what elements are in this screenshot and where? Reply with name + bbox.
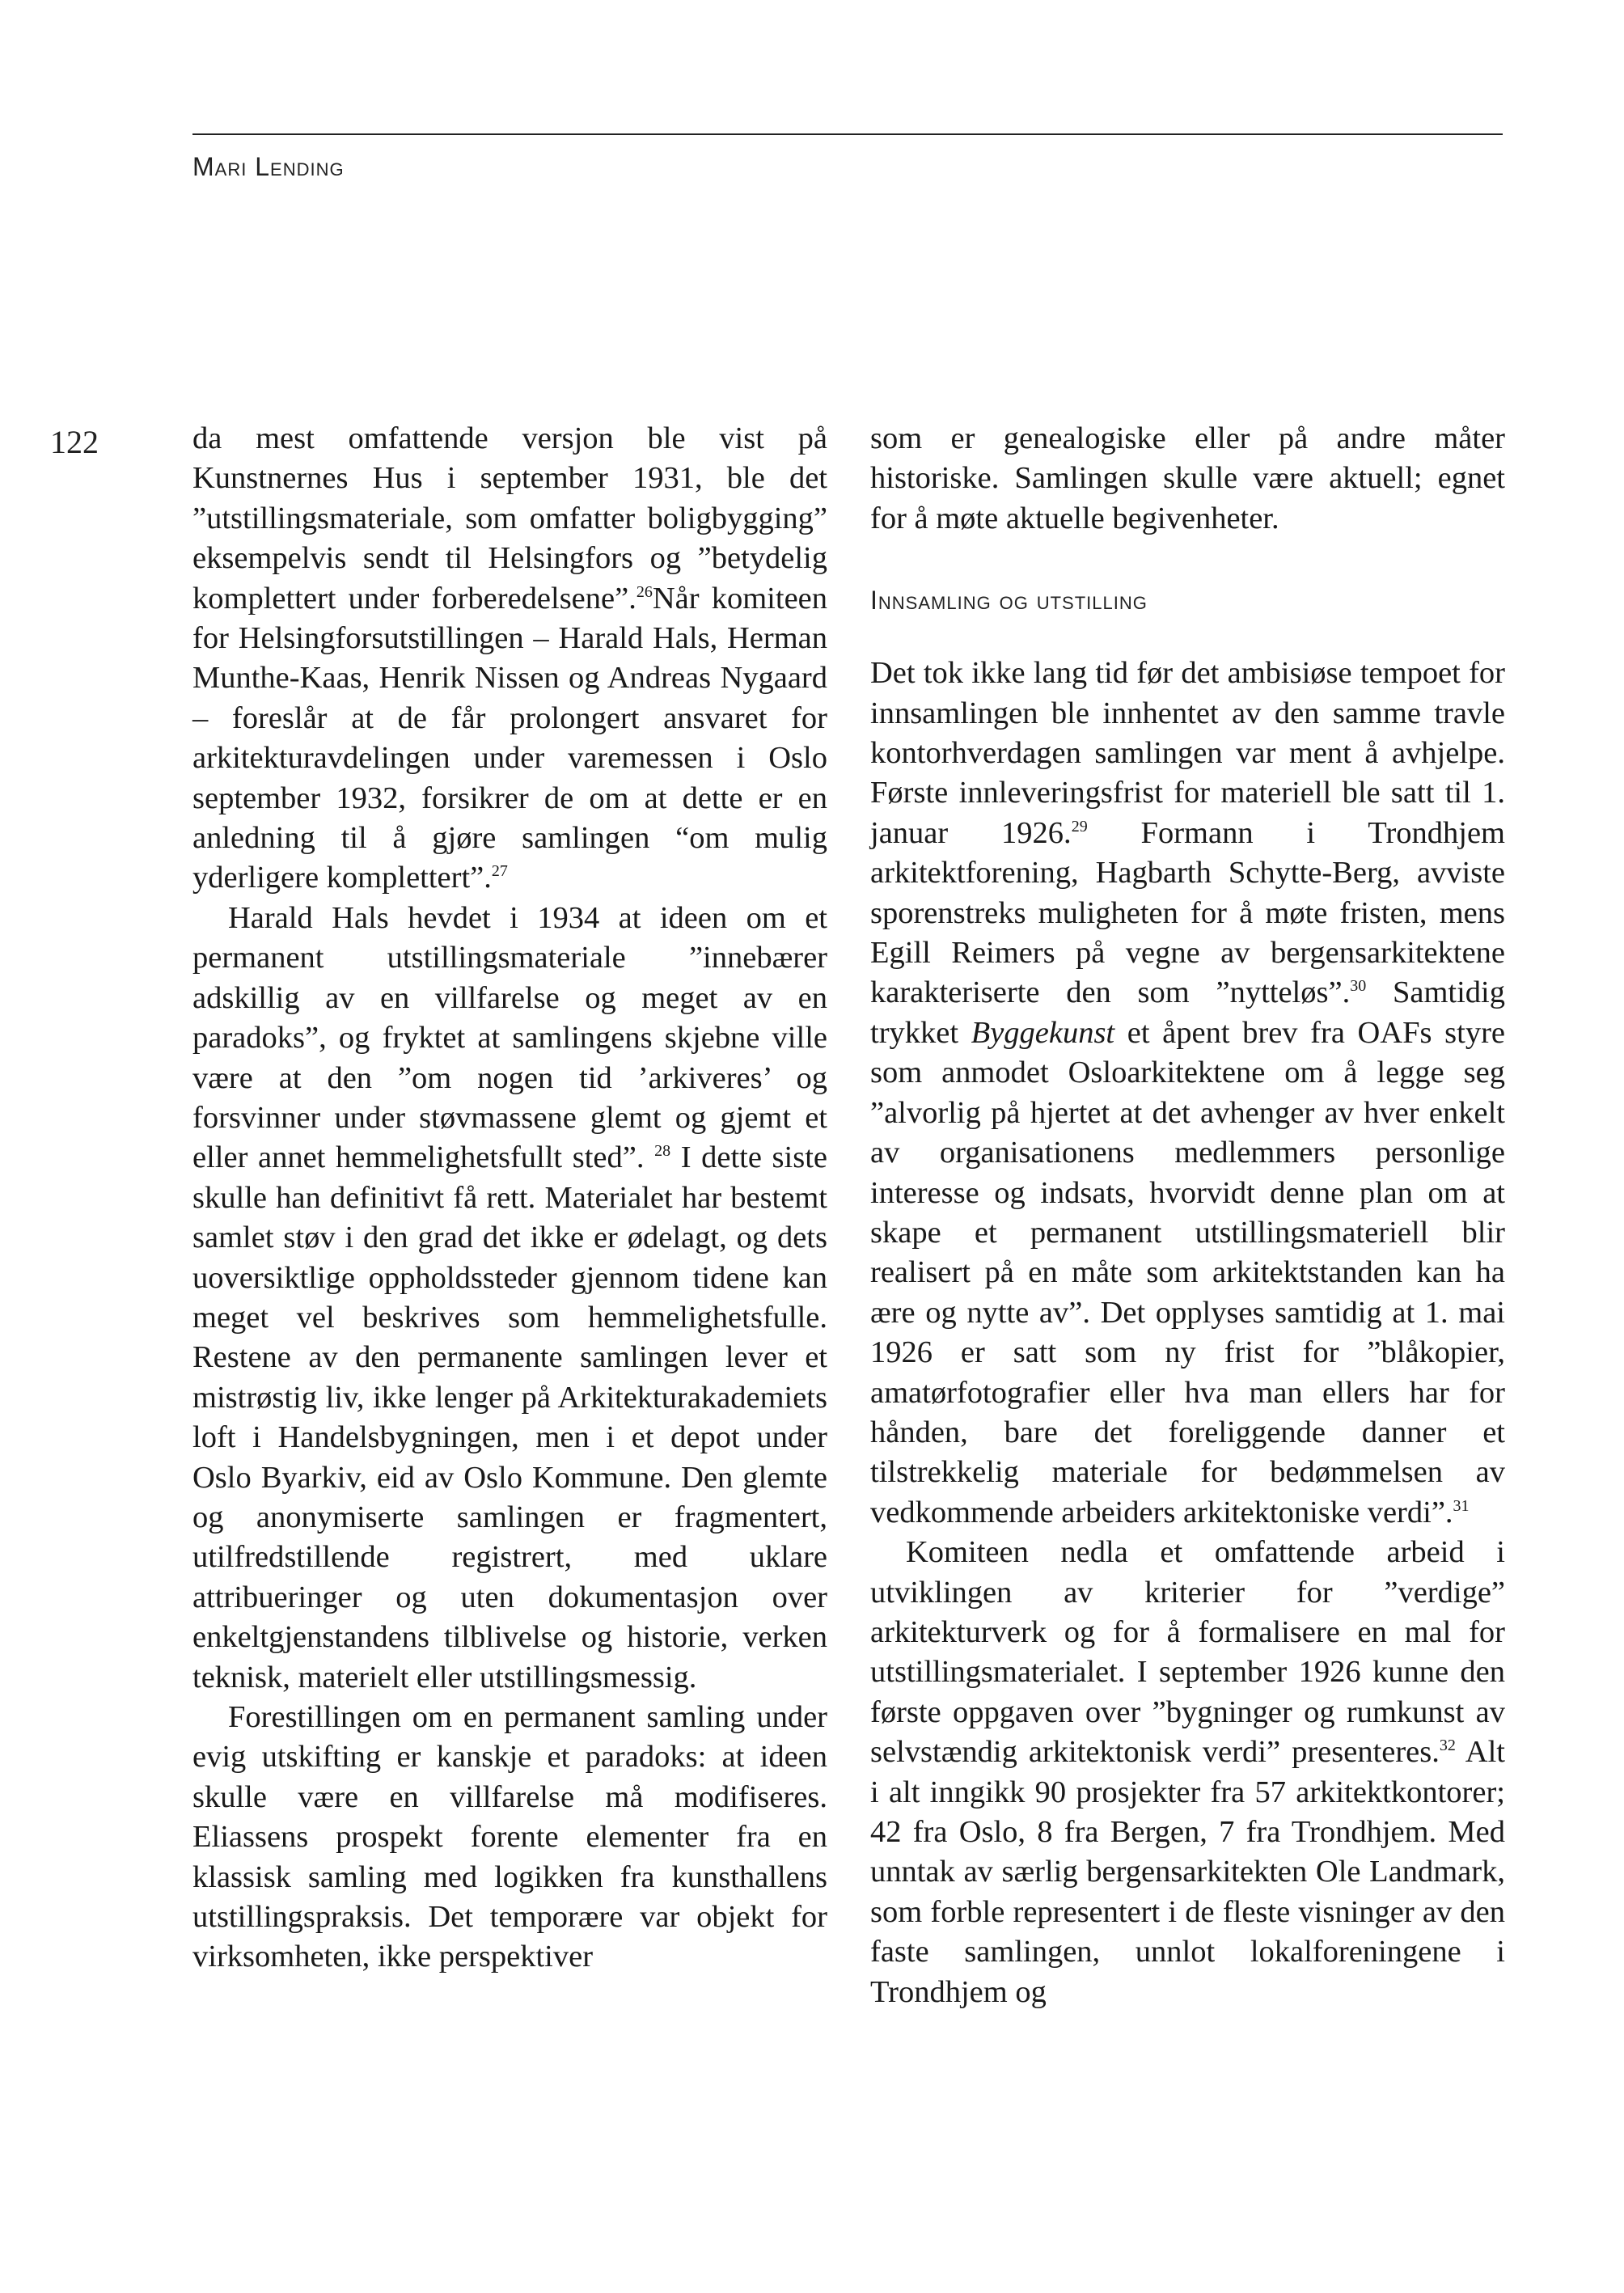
paragraph bbox=[192, 899, 827, 1698]
paragraph bbox=[192, 419, 827, 899]
header-rule bbox=[192, 133, 1503, 135]
paragraph-text: Samtidig trykket bbox=[870, 975, 1505, 1050]
paragraph: Forestillingen om en permanent samling under evig utskifting er kanskje et paradoks: at ideen skulle være en villfarelse må modifiseres. Eliassens prospekt forente elementer fra en klassisk samling med logikken fra kunsthallens utstillingspraksis. Det temporære var objekt for virksomheten, ikke perspektiver bbox=[192, 1700, 827, 1974]
footnote-ref: 31 bbox=[1453, 1496, 1470, 1515]
paragraph-text: Harald Hals hevdet i 1934 at ideen om et permanent utstillingsmateriale ”innebærer adskillig av en villfarelse og meget av en paradoks”, og fryktet at samlingens skjebne ville være at den ”om nogen tid ’arkiveres’ og forsvinner under støvmassene glemt og gjemt et eller annet hemmelighetsfullt sted”. bbox=[192, 900, 827, 1175]
paragraph-text: Det tok ikke lang tid før det ambisiøse tempoet for innsamlingen ble innhentet av den samme travle kontorhverdagen samlingen var ment å avhjelpe. Første innleveringsfrist for materiell ble satt til 1. januar 1926. bbox=[870, 656, 1505, 850]
paragraph-text: Når komiteen for Helsingforsutstillingen – Harald Hals, Herman Munthe-Kaas, Henrik Nissen og Andreas Nygaard – foreslår at de får prolongert ansvaret for arkitekturavdelingen under varemessen i Oslo september 1932, forsikrer de om at dette er en anledning til å gjøre samlingen “om mulig yderligere komplettert”. bbox=[192, 581, 827, 895]
paragraph-text: Alt i alt inngikk 90 prosjekter fra 57 arkitektkontorer; 42 fra Oslo, 8 fra Bergen, 7 fra Trondhjem. Med unntak av særlig bergensarkitekten Ole Landmark, som forble representert i de fleste visninger av den faste samlingen, unnlot lokalforeningene i Trondhjem og bbox=[870, 1735, 1505, 2009]
footnote-ref: 30 bbox=[1350, 977, 1367, 996]
right-column bbox=[870, 419, 1505, 2012]
paragraph-text: Formann i Trondhjem arkitektforening, Hagbarth Schytte-Berg, avviste sporenstreks muligheten for å møte fristen, mens Egill Reimers på vegne av bergensarkitektene karakteriserte den som ”nytteløs”. bbox=[870, 815, 1505, 1010]
paragraph-text: I dette siste skulle han definitivt få rett. Materialet har bestemt samlet støv i den grad det ikke er ødelagt, og dets uoversiktlige oppholdssteder gjennom tidene kan meget vel beskrives som hemmelighetsfulle. Restene av den permanente samlingen lever et mistrøstig liv, ikke lenger på Arkitekturakademiets loft i Handelsbygningen, men i et depot under Oslo Byarkiv, eid av Oslo Kommune. Den glemte og anonymiserte samlingen er fragmentert, utilfredstillende registrert, med uklare attribueringer og uten dokumentasjon over enkeltgjenstandens tilblivelse og historie, verken teknisk, materielt eller utstillingsmessig. bbox=[192, 1140, 827, 1694]
journal-title: Byggekunst bbox=[971, 1015, 1115, 1050]
paragraph-text: et åpent brev fra OAFs styre som anmodet Osloarkitektene om å legge seg ”alvorlig på hjertet at det avhenger av hver enkelt av organisationens medlemmers personlige interesse og indsats, hvorvidt denne plan om at skape et permanent utstillingsmateriell blir realisert på en måte som arkitektstanden kan ha ære og nytte av”. Det opplyses samtidig at 1. mai 1926 er satt som ny frist for ”blåkopier, amatørfotografier eller hva man ellers har for hånden, bare det foreliggende danner et tilstrekkelig materiale for bedømmelsen av vedkommende arbeiders arkitektoniske verdi”. bbox=[870, 1015, 1505, 1529]
footnote-ref: 29 bbox=[1071, 818, 1088, 836]
footnote-ref: 26 bbox=[636, 582, 653, 601]
paragraph-text: da mest omfattende versjon ble vist på Kunstnernes Hus i september 1931, ble det ”utstillingsmateriale, som omfatter boligbygging” eksempelvis sendt til Helsingfors og ”betydelig komplettert under forberedelsene”. bbox=[192, 421, 827, 616]
footnote-ref: 27 bbox=[491, 862, 508, 881]
page-number: 122 bbox=[50, 424, 99, 460]
paragraph: som er genealogiske eller på andre måter historiske. Samlingen skulle være aktuell; egnet for å møte aktuelle begivenheter. bbox=[870, 421, 1505, 535]
section-heading: Innsamling og utstilling bbox=[870, 586, 1148, 616]
footnote-ref: 28 bbox=[654, 1142, 671, 1161]
paragraph bbox=[870, 654, 1505, 1533]
paragraph-text: Komiteen nedla et omfattende arbeid i utviklingen av kriterier for ”verdige” arkitekturverk og for å formalisere en mal for utstillingsmaterialet. I september 1926 kunne den første oppgaven over ”bygninger og rumkunst av selvstændig arkitektonisk verdi” presenteres. bbox=[870, 1535, 1505, 1770]
paragraph bbox=[870, 1533, 1505, 2012]
footnote-ref: 32 bbox=[1439, 1737, 1456, 1755]
running-head: Mari Lending bbox=[192, 152, 345, 181]
left-column bbox=[192, 419, 827, 1978]
